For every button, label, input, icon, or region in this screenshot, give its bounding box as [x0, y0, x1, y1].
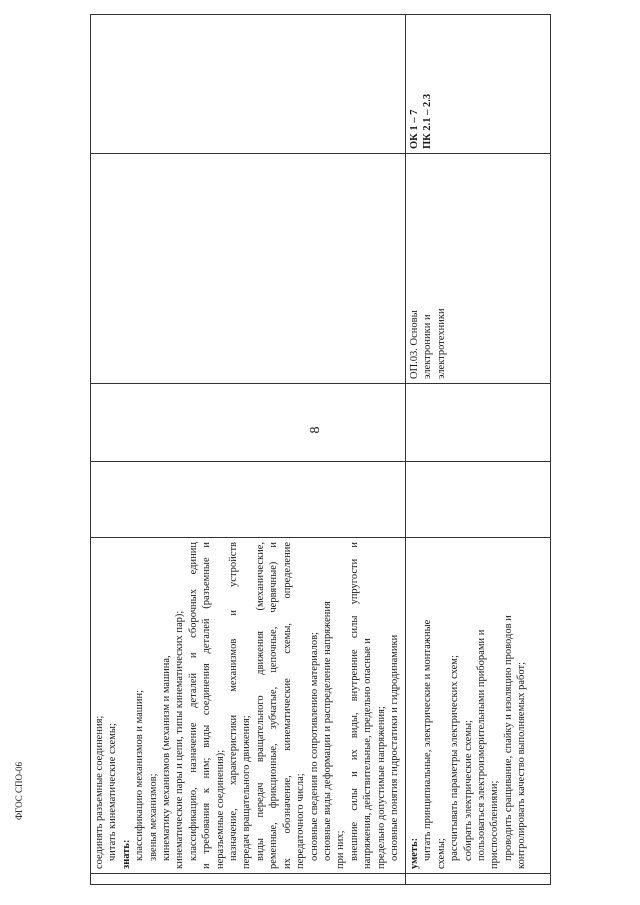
text-line: основные понятия гидростатики и гидродинамики — [388, 634, 400, 861]
content-cell-electronics — [406, 538, 551, 874]
discipline-line: ОП.03. Основы — [409, 310, 420, 379]
table-row-electronics — [406, 15, 551, 885]
text-line: неразъемные соединения); — [214, 749, 226, 869]
index-cell — [91, 874, 406, 885]
text-line: передаточного числа; — [295, 773, 307, 869]
table-row-mechanics — [91, 15, 406, 885]
empty-cell — [91, 154, 406, 384]
discipline-cell — [406, 154, 551, 384]
text-line: классификацию, назначение деталей и сборочных единиц — [187, 542, 199, 861]
text-line: внешние силы и их виды, внутренние силы упругости и — [348, 542, 360, 861]
competencies-cell — [406, 15, 551, 154]
curriculum-table — [90, 14, 551, 885]
text-line: контролировать качество выполняемых работ; — [516, 661, 528, 869]
text-line: основные сведения по сопротивлению материалов; — [308, 632, 320, 861]
text-line: при них; — [335, 830, 347, 869]
text-line: предельно допустимые напряжения; — [375, 706, 387, 869]
text-line: их обозначение, кинематические схемы, определение — [281, 542, 293, 869]
text-line: передач вращательного движения; — [241, 715, 253, 869]
competency-line: ОК 1 – 7 — [409, 109, 420, 149]
competency-line: ПК 2.1 – 2.3 — [422, 93, 434, 149]
text-line: основные виды деформации и распределение напряжения — [321, 601, 333, 861]
empty-cell — [91, 462, 406, 538]
text-line: ременные, фрикционные, зубчатые, цепочные, червячные) и — [268, 542, 280, 869]
text-line: приспособлениями; — [489, 780, 501, 869]
empty-cell — [91, 384, 406, 462]
text-line: виды передач вращательного движения (механические, — [254, 542, 266, 861]
empty-cell — [91, 15, 406, 154]
text-line: и требования к ним; виды соединения деталей (разъемные и — [201, 542, 213, 869]
page-number: 8 — [308, 426, 323, 434]
section-heading-can: уметь: — [409, 837, 420, 869]
text-line: проводить сращивание, спайку и изоляцию проводов и — [502, 615, 514, 861]
text-line: читать принципиальные, электрические и монтажные — [422, 619, 434, 861]
section-heading-know: знать: — [120, 839, 132, 869]
text-line: звенья механизмов; — [147, 773, 159, 861]
rotated-table-wrapper — [90, 15, 551, 885]
text-line: классификацию механизмов и машин; — [134, 689, 146, 861]
text-line: рассчитывать параметры электрических схем; — [449, 655, 461, 861]
text-line: напряжения, действительные, предельно опасные и — [362, 638, 374, 869]
empty-cell — [406, 462, 551, 538]
text-line: назначение, характеристики механизмов и устройств — [228, 542, 240, 861]
discipline-line: электротехники — [435, 308, 447, 379]
empty-cell — [406, 384, 551, 462]
text-line: собирать электрические схемы; — [462, 720, 474, 861]
text-line: кинематику механизмов (механизм и машина, — [161, 655, 173, 861]
text-line: соединять разъемные соединения; — [94, 715, 105, 869]
text-line: читать кинематические схемы; — [107, 723, 119, 861]
content-cell-mechanics — [91, 538, 406, 874]
discipline-line: электроники и — [422, 314, 434, 379]
text-line: пользоваться электроизмерительными приборами и — [476, 629, 488, 861]
footer-standard-code: ФГОС СПО-06 — [14, 762, 24, 820]
text-line: схемы; — [435, 838, 447, 869]
index-cell — [406, 874, 551, 885]
text-line: кинематические пары и цепи, типы кинематических пар); — [174, 610, 186, 869]
